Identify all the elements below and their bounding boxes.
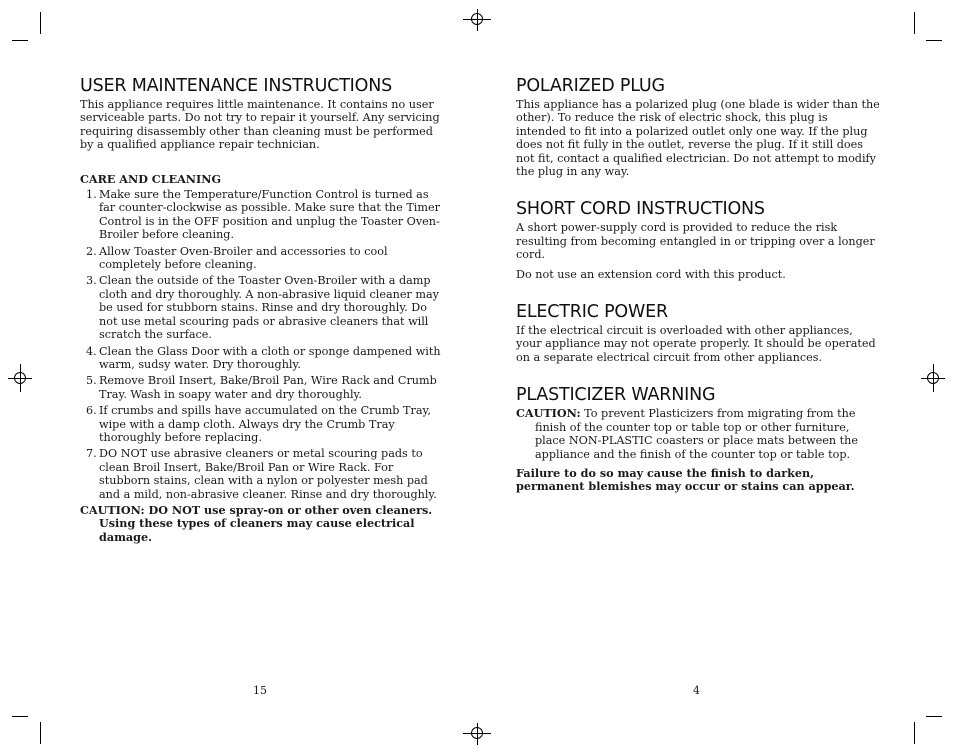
crop-mark-top-left-v bbox=[40, 12, 41, 34]
care-step: 2. Allow Toaster Oven-Broiler and accessories to cool completely before cleaning. bbox=[86, 244, 388, 272]
crop-mark-top-left-h bbox=[12, 40, 28, 41]
care-step: 3. Clean the outside of the Toaster Oven-Broiler with a damp cloth and dry thoroughly. A non-abrasive liquid cleaner may be used for stubborn stains. Rinse and dry thoroughly. Do not use metal scouring pads or abrasive cleaners that will scratch the surface. bbox=[86, 274, 439, 342]
care-step: 4. Clean the Glass Door with a cloth or sponge dampened with warm, sudsy water. Dry thoroughly. bbox=[86, 344, 441, 371]
care-heading: CARE AND CLEANING bbox=[80, 171, 222, 186]
maintenance-body: This appliance requires little maintenance. It contains no user serviceable parts. Do not try to repair it yourself. Any servicing requiring disassembly other than cleaning must be performed by a qualified appliance repair technician. bbox=[80, 98, 440, 152]
plasticizer-caution-label: CAUTION: bbox=[516, 406, 581, 421]
care-step: 6. If crumbs and spills have accumulated on the Crumb Tray, wipe with a damp cloth. Always dry the Crumb Tray thoroughly before replacing. bbox=[86, 404, 431, 444]
crop-mark-bottom-left-h bbox=[12, 716, 28, 717]
right-page bbox=[516, 76, 880, 494]
polarized-section bbox=[516, 76, 880, 178]
care-step: 5. Remove Broil Insert, Bake/Broil Pan, Wire Rack and Crumb Tray. Wash in soapy water and dry thoroughly. bbox=[86, 374, 437, 401]
left-page bbox=[80, 76, 442, 544]
maintenance-section bbox=[80, 76, 442, 152]
crop-mark-bottom-right-h bbox=[926, 716, 942, 717]
short-cord-body: A short power-supply cord is provided to reduce the risk resulting from becoming entangled in or tripping over a longer cord. bbox=[516, 221, 875, 262]
crop-mark-bottom-left-v bbox=[40, 722, 41, 744]
electric-body: If the electrical circuit is overloaded with other appliances, your appliance may not operate properly. It should be operated on a separate electrical circuit from other appliances. bbox=[516, 324, 876, 364]
maintenance-heading: USER MAINTENANCE INSTRUCTIONS bbox=[80, 76, 393, 96]
polarized-body: This appliance has a polarized plug (one blade is wider than the other). To reduce the risk of electric shock, this plug is intended to fit into a polarized outlet only one way. If the plug does not fit fully in the outlet, reverse the plug. If it still does not fit, contact a qualified electrician. Do not attempt to modify the plug in any way. bbox=[516, 98, 880, 179]
page-number-right: 4 bbox=[693, 684, 700, 697]
short-cord-section bbox=[516, 199, 880, 281]
plasticizer-caution bbox=[516, 407, 880, 461]
care-step: 1. Make sure the Temperature/Function Control is turned as far counter-clockwise as possible. Make sure that the Timer Control is in the OFF position and unplug the Toaster Oven-Broiler before cleaning. bbox=[86, 188, 440, 242]
page-number-left: 15 bbox=[253, 684, 267, 697]
plasticizer-heading: PLASTICIZER WARNING bbox=[516, 385, 716, 406]
care-step: 7. DO NOT use abrasive cleaners or metal scouring pads to clean Broil Insert, Bake/Broil Pan or Wire Rack. For stubborn stains, clean with a nylon or polyester mesh pad and a mild, non-abrasive cleaner. Rinse and dry thoroughly. bbox=[86, 447, 437, 501]
plasticizer-section bbox=[516, 385, 880, 493]
crop-mark-top-right-v bbox=[914, 12, 915, 34]
care-steps-list bbox=[80, 188, 442, 501]
electric-heading: ELECTRIC POWER bbox=[516, 302, 668, 323]
electric-section bbox=[516, 302, 880, 364]
care-section bbox=[80, 173, 442, 545]
short-cord-heading: SHORT CORD INSTRUCTIONS bbox=[516, 199, 765, 220]
short-cord-body-2: Do not use an extension cord with this product. bbox=[516, 267, 786, 281]
plasticizer-caution-text: To prevent Plasticizers from migrating from the finish of the counter top or table top or other furniture, place NON-PLASTIC coasters or place mats between the appliance and the finish of the counter top or table top. bbox=[535, 407, 858, 461]
crop-mark-bottom-right-v bbox=[914, 722, 915, 744]
plasticizer-warning: Failure to do so may cause the finish to darken, permanent blemishes may occur or stains can appear. bbox=[516, 465, 855, 494]
care-caution: CAUTION: DO NOT use spray-on or other oven cleaners. Using these types of cleaners may cause electrical damage. bbox=[80, 502, 433, 544]
crop-mark-top-right-h bbox=[926, 40, 942, 41]
polarized-heading: POLARIZED PLUG bbox=[516, 76, 665, 96]
